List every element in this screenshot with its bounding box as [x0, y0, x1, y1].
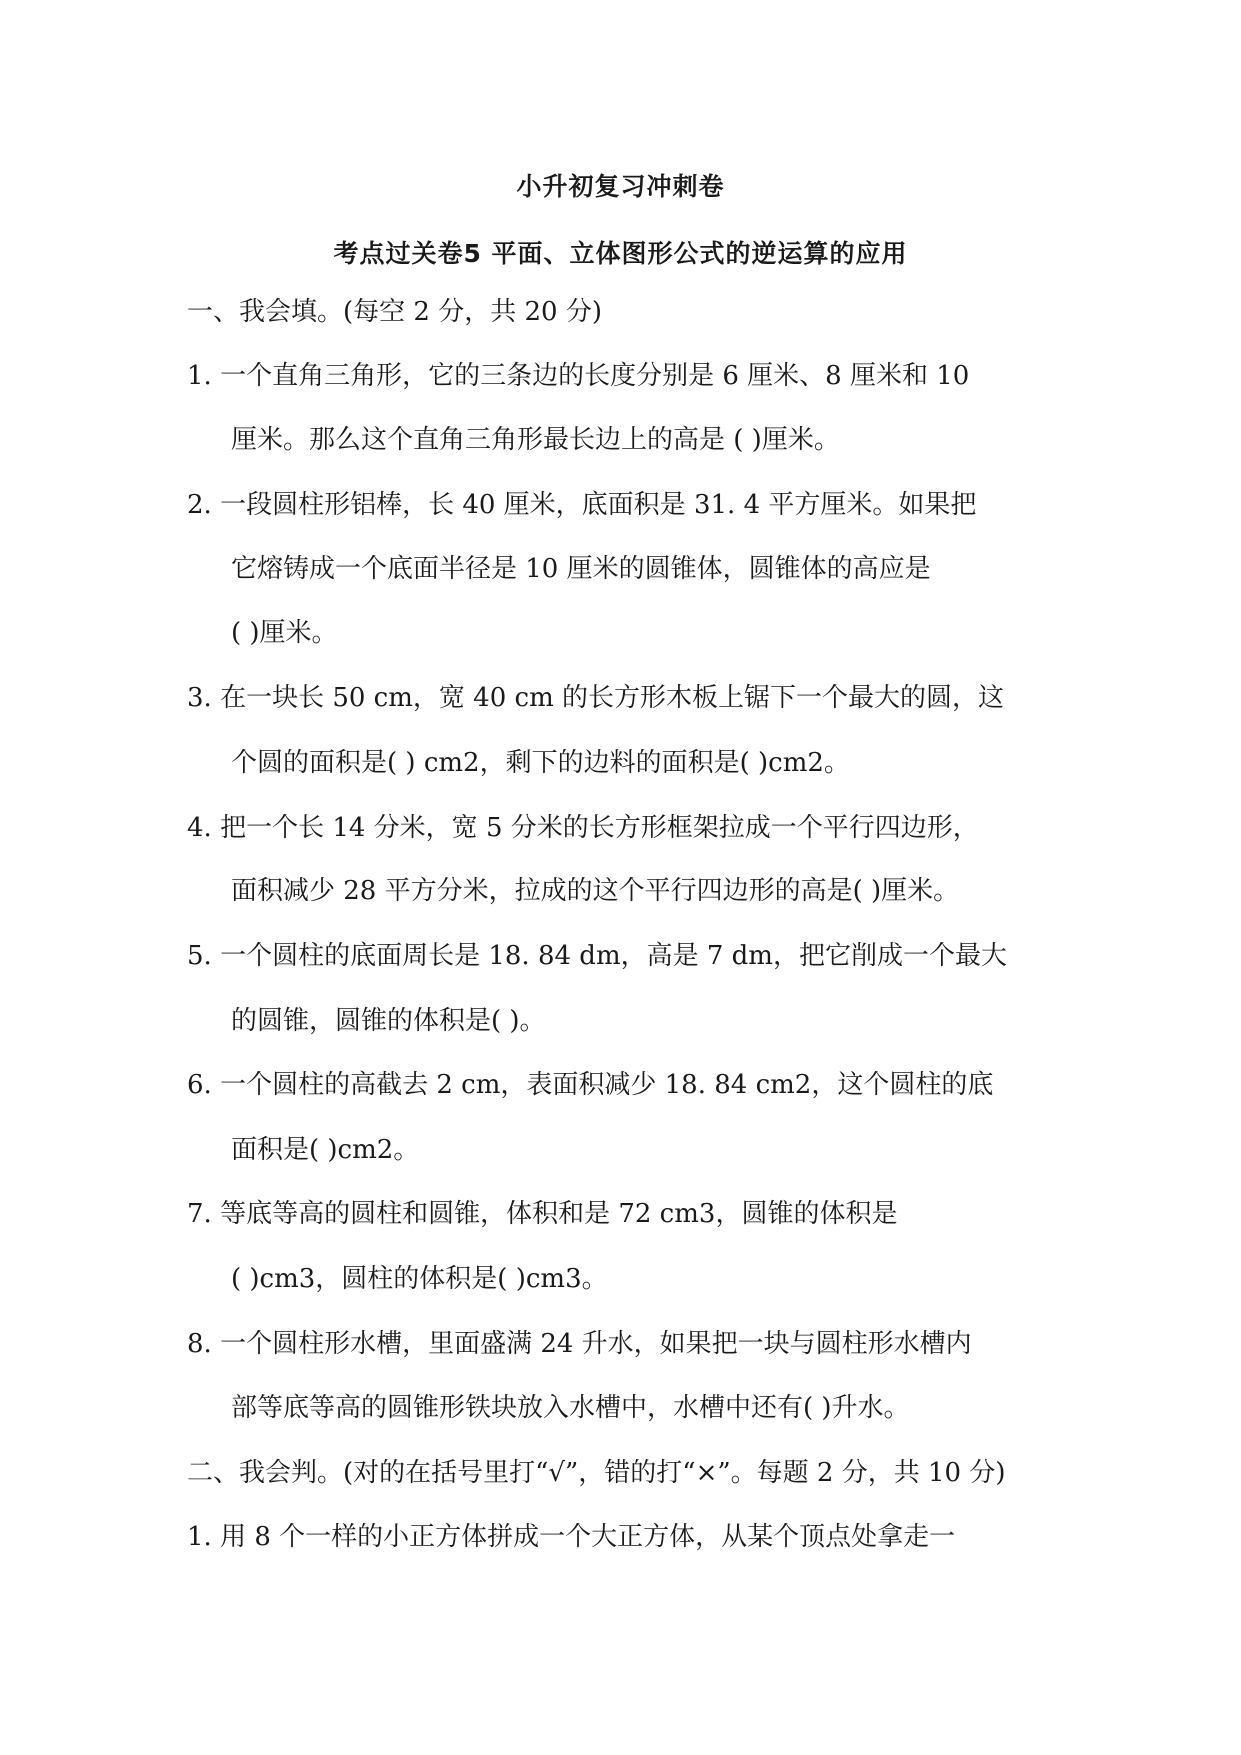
question-line: 2. 一段圆柱形铝棒，长 40 厘米，底面积是 31. 4 平方厘米。如果把: [187, 490, 977, 520]
question-line: 的圆锥，圆锥的体积是( )。: [231, 1006, 546, 1036]
question-line: 5. 一个圆柱的底面周长是 18. 84 dm，高是 7 dm，把它削成一个最大: [187, 941, 1007, 971]
question-line: 面积是( )cm2。: [231, 1135, 420, 1165]
question-line: 7. 等底等高的圆柱和圆锥，体积和是 72 cm3，圆锥的体积是: [187, 1199, 898, 1229]
question-line: 个圆的面积是( ) cm2，剩下的边料的面积是( )cm2。: [231, 748, 850, 778]
question-line: 3. 在一块长 50 cm，宽 40 cm 的长方形木板上锯下一个最大的圆，这: [187, 683, 1004, 713]
document-title: 小升初复习冲刺卷: [516, 172, 725, 201]
question-line: 8. 一个圆柱形水槽，里面盛满 24 升水，如果把一块与圆柱形水槽内: [187, 1329, 972, 1359]
section-heading: 二、我会判。(对的在括号里打“√”，错的打“×”。每题 2 分，共 10 分): [187, 1458, 1006, 1488]
question-line: 6. 一个圆柱的高截去 2 cm，表面积减少 18. 84 cm2，这个圆柱的底: [187, 1070, 994, 1100]
question-line: 4. 把一个长 14 分米，宽 5 分米的长方形框架拉成一个平行四边形，: [187, 813, 979, 843]
document-subtitle: 考点过关卷5 平面、立体图形公式的逆运算的应用: [333, 239, 908, 268]
question-line: 1. 一个直角三角形，它的三条边的长度分别是 6 厘米、8 厘米和 10: [187, 361, 970, 391]
question-line: 部等底等高的圆锥形铁块放入水槽中，水槽中还有( )升水。: [231, 1393, 910, 1423]
question-line: ( )厘米。: [231, 618, 338, 648]
question-line: ( )cm3，圆柱的体积是( )cm3。: [231, 1264, 608, 1294]
question-line: 它熔铸成一个底面半径是 10 厘米的圆锥体，圆锥体的高应是: [231, 554, 931, 584]
question-line: 1. 用 8 个一样的小正方体拼成一个大正方体，从某个顶点处拿走一: [187, 1522, 956, 1552]
question-line: 厘米。那么这个直角三角形最长边上的高是 ( )厘米。: [231, 425, 840, 455]
section-heading: 一、我会填。(每空 2 分，共 20 分): [187, 297, 602, 327]
question-line: 面积减少 28 平方分米，拉成的这个平行四边形的高是( )厘米。: [231, 876, 960, 906]
